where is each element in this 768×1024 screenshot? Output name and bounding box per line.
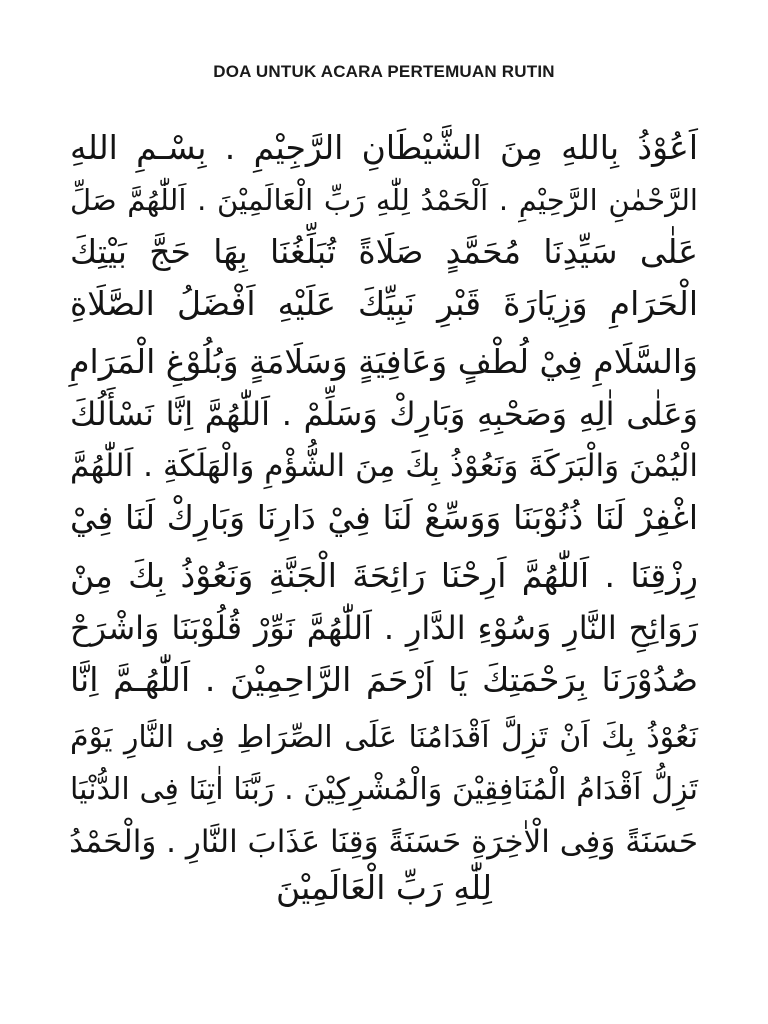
prayer-line-9: رِزْقِنَا . اَللّٰهُمَّ اَرِحْنَا رَائِحَةَ الْجَنَّةِ وَنَعُوْذُ بِكَ مِنْ [70,556,698,595]
prayer-line-3: عَلٰى سَيِّدِنَا مُحَمَّدٍ صَلَاةً تُبَلِّغُنَا بِهَا حَجَّ بَيْتِكَ [70,232,698,271]
prayer-line-7: الْيُمْنَ وَالْبَرَكَةَ وَنَعُوْذُ بِكَ مِنَ الشُّؤْمِ وَالْهَلَكَةِ . اَللّٰهُمَّ [70,448,698,484]
prayer-line-2: الرَّحْمٰنِ الرَّحِيْمِ . اَلْحَمْدُ لِلّٰهِ رَبِّ الْعَالَمِيْنَ . اَللّٰهُمَّ صَلِّ [70,183,698,217]
document-title: DOA UNTUK ACARA PERTEMUAN RUTIN [213,62,555,81]
prayer-line-14: حَسَنَةً وَفِى الْاٰخِرَةِ حَسَنَةً وَقِنَا عَذَابَ النَّارِ . وَالْحَمْدُ [69,824,698,860]
prayer-line-8: اغْفِرْ لَنَا ذُنُوْبَنَا وَوَسِّعْ لَنَا فِيْ دَارِنَا وَبَارِكْ لَنَا فِيْ [70,498,698,537]
prayer-line-13: تَزِلُّ اَقْدَامُ الْمُنَافِقِيْنَ وَالْمُشْرِكِيْنَ . رَبَّنَا اٰتِنَا فِى الدُّنْيَا [70,772,698,807]
prayer-line-4: الْحَرَامِ وَزِيَارَةَ قَبْرِ نَبِيِّكَ عَلَيْهِ اَفْضَلُ الصَّلَاةِ [70,284,698,323]
arabic-prayer-text [70,118,698,918]
prayer-line-12: نَعُوْذُ بِكَ اَنْ تَزِلَّ اَقْدَامُنَا عَلَى الصِّرَاطِ فِى النَّارِ يَوْمَ [70,720,698,755]
prayer-line-6: وَعَلٰى اٰلِهِ وَصَحْبِهِ وَبَارِكْ وَسَلِّمْ . اَللّٰهُمَّ اِنَّا نَسْأَلُكَ [70,395,698,433]
prayer-line-5: وَالسَّلَامِ فِيْ لُطْفٍ وَعَافِيَةٍ وَسَلَامَةٍ وَبُلُوْغِ الْمَرَامِ [69,342,698,381]
prayer-line-10: رَوَائِحِ النَّارِ وَسُوْءِ الدَّارِ . اَللّٰهُمَّ نَوِّرْ قُلُوْبَنَا وَاشْرَحْ [70,609,698,647]
prayer-line-1: اَعُوْذُ بِاللهِ مِنَ الشَّيْطَانِ الرَّجِيْمِ . بِسْـمِ اللهِ [70,128,698,167]
prayer-line-11: صُدُوْرَنَا بِرَحْمَتِكَ يَا اَرْحَمَ الرَّاحِمِيْنَ . اَللّٰهُـمَّ اِنَّا [70,660,698,699]
prayer-line-15: لِلّٰهِ رَبِّ الْعَالَمِيْنَ [275,868,493,907]
